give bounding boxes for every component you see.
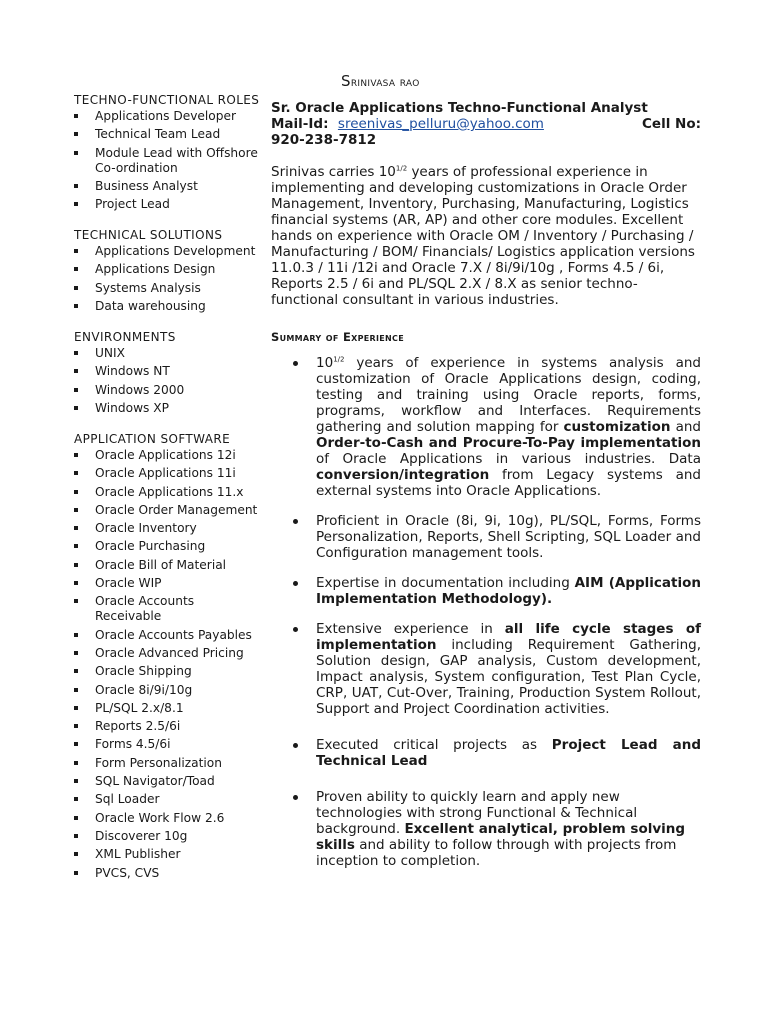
phone-number: 920-238-7812 <box>271 132 377 148</box>
square-bullet-icon <box>74 304 78 308</box>
sidebar-list-item <box>74 646 264 661</box>
sidebar-item-label: Oracle Work Flow 2.6 <box>95 810 225 825</box>
sidebar-item-label: Oracle Bill of Material <box>95 557 227 572</box>
sidebar-item-label: Oracle Accounts Payables <box>95 627 252 642</box>
square-bullet-icon <box>74 351 78 355</box>
job-title: Sr. Oracle Applications Techno-Functional Analyst <box>271 100 648 116</box>
sidebar-item-label: Oracle Advanced Pricing <box>95 645 244 660</box>
sidebar-list-item <box>74 847 264 862</box>
square-bullet-icon <box>74 132 78 136</box>
bullet-icon <box>293 795 298 800</box>
sidebar-item-label: Form Personalization <box>95 755 222 770</box>
sidebar-list-item <box>74 756 264 771</box>
contact-line <box>271 116 701 132</box>
sidebar-item-label: Windows XP <box>95 400 169 415</box>
square-bullet-icon <box>74 669 78 673</box>
cell-label: Cell No: <box>642 116 701 132</box>
bullet-icon <box>293 361 298 366</box>
sidebar-list-item <box>74 539 264 554</box>
sidebar-section-heading: TECHNICAL SOLUTIONS <box>74 228 223 243</box>
sidebar-list-item <box>74 683 264 698</box>
bullet-icon <box>293 743 298 748</box>
square-bullet-icon <box>74 267 78 271</box>
square-bullet-icon <box>74 852 78 856</box>
square-bullet-icon <box>74 114 78 118</box>
experience-item: Expertise in documentation including AIM (Application Implementation Methodology). <box>271 575 701 607</box>
square-bullet-icon <box>74 834 78 838</box>
sidebar-item-label: Forms 4.5/6i <box>95 737 171 752</box>
square-bullet-icon <box>74 490 78 494</box>
bullet-icon <box>293 627 298 632</box>
square-bullet-icon <box>74 581 78 585</box>
sidebar-list-item <box>74 346 264 361</box>
sidebar-item-label: Oracle Order Management <box>95 502 258 517</box>
sidebar-list-item <box>74 701 264 716</box>
sidebar-item-label: Applications Design <box>95 262 216 277</box>
sidebar-list-item <box>74 576 264 591</box>
sidebar-list-item <box>74 146 264 176</box>
sidebar-list <box>74 346 264 416</box>
square-bullet-icon <box>74 742 78 746</box>
experience-heading: Summary of Experience <box>271 330 404 344</box>
sidebar-item-label: Discoverer 10g <box>95 828 188 843</box>
sidebar-list-item <box>74 401 264 416</box>
sidebar-item-label: Applications Developer <box>95 109 237 123</box>
sidebar-item-label: Applications Development <box>95 244 256 259</box>
candidate-name: Srinivasa rao <box>341 72 420 90</box>
square-bullet-icon <box>74 406 78 410</box>
square-bullet-icon <box>74 286 78 290</box>
sidebar-item-label: Oracle Applications 12i <box>95 447 236 462</box>
square-bullet-icon <box>74 471 78 475</box>
square-bullet-icon <box>74 651 78 655</box>
experience-item: $10^{1/2}$ years of experience in systems analysis and customization of Oracle Applications design, coding, testing and training using Oracle reports, forms, programs, workflow and Interfaces. Requirements gathering and solution mapping for customization and Order-to-Cash and Procure-To-Pay implementation of Oracle Applications in various industries. Data conversion/integration from Legacy systems and external systems into Oracle Applications. <box>271 355 701 499</box>
sidebar-item-label: Oracle WIP <box>95 576 162 591</box>
square-bullet-icon <box>74 563 78 567</box>
square-bullet-icon <box>74 151 78 155</box>
square-bullet-icon <box>74 706 78 710</box>
sidebar-item-label: Systems Analysis <box>95 280 201 295</box>
sidebar-list <box>74 448 264 881</box>
square-bullet-icon <box>74 453 78 457</box>
main-content <box>271 100 701 883</box>
sidebar-item-label: Sql Loader <box>95 792 160 807</box>
sidebar-list <box>74 244 264 314</box>
sidebar-item-label: UNIX <box>95 346 125 361</box>
square-bullet-icon <box>74 249 78 253</box>
sidebar-item-label: Technical Team Lead <box>95 127 221 142</box>
sidebar-list-item <box>74 466 264 481</box>
sidebar-list-item <box>74 179 264 194</box>
sidebar-item-label: PVCS, CVS <box>95 865 160 880</box>
sidebar-list-item <box>74 866 264 881</box>
sidebar-list-item <box>74 628 264 643</box>
sidebar-section-heading: APPLICATION SOFTWARE <box>74 431 231 446</box>
sidebar-section-heading: TECHNO-FUNCTIONAL ROLES <box>74 93 260 107</box>
square-bullet-icon <box>74 779 78 783</box>
sidebar-list-item <box>74 262 264 277</box>
bullet-icon <box>293 519 298 524</box>
square-bullet-icon <box>74 724 78 728</box>
square-bullet-icon <box>74 871 78 875</box>
sidebar-item-label: Windows NT <box>95 364 170 379</box>
sidebar-section-heading: ENVIRONMENTS <box>74 330 176 345</box>
sidebar-list-item <box>74 792 264 807</box>
square-bullet-icon <box>74 202 78 206</box>
square-bullet-icon <box>74 369 78 373</box>
sidebar-list-item <box>74 127 264 142</box>
sidebar-list-item <box>74 364 264 379</box>
square-bullet-icon <box>74 526 78 530</box>
experience-item: Proficient in Oracle (8i, 9i, 10g), PL/SQL, Forms, Forms Personalization, Reports, Shell Scripting, SQL Loader and Configuration management tools. <box>271 513 701 561</box>
sidebar-list-item <box>74 299 264 314</box>
mail-label: Mail-Id: <box>271 116 329 132</box>
sidebar-list-item <box>74 448 264 463</box>
sidebar-list-item <box>74 774 264 789</box>
sidebar-list-item <box>74 485 264 500</box>
sidebar-item-label: SQL Navigator/Toad <box>95 774 215 789</box>
sidebar-list-item <box>74 244 264 259</box>
experience-item: Proven ability to quickly learn and apply new technologies with strong Functional & Technical background. Excellent analytical, problem solving skills and ability to follow through with projects from inception to completion. <box>271 789 701 869</box>
sidebar-item-label: XML Publisher <box>95 847 181 862</box>
sidebar-list-item <box>74 719 264 734</box>
sidebar-list-item <box>74 109 264 124</box>
square-bullet-icon <box>74 599 78 603</box>
sidebar-list-item <box>74 281 264 296</box>
sidebar-item-label: Oracle Applications 11.x <box>95 484 244 499</box>
sidebar-item-label: Project Lead <box>95 197 170 212</box>
bullet-icon <box>293 581 298 586</box>
sidebar-item-label: Data warehousing <box>95 299 206 314</box>
square-bullet-icon <box>74 633 78 637</box>
square-bullet-icon <box>74 761 78 765</box>
sidebar-list-item <box>74 197 264 212</box>
sidebar-item-label: Oracle Purchasing <box>95 539 206 554</box>
sidebar-list-item <box>74 503 264 518</box>
square-bullet-icon <box>74 184 78 188</box>
sidebar-item-label: Oracle Accounts Receivable <box>95 594 195 624</box>
sidebar-list-item <box>74 829 264 844</box>
sidebar-list <box>74 109 264 212</box>
sidebar-item-label: Business Analyst <box>95 178 198 193</box>
profile-summary: Srinivas carries $10^{1/2}$ years of professional experience in implementing and developing customizations in Oracle Order Management, Inventory, Purchasing, Manufacturing, Logistics financial systems (AR, AP) and other core modules. Excellent hands on experience with Oracle OM / Inventory / Purchasing / Manufacturing / BOM/ Financials/ Logistics application versions 11.0.3 / 11i /12i and Oracle 7.X / 8i/9i/10g , Forms 4.5 / 6i, Reports 2.5 / 6i and PL/SQL 2.X / 8.X as senior techno-functional consultant in various industries. <box>271 164 695 308</box>
square-bullet-icon <box>74 388 78 392</box>
sidebar-item-label: Oracle Shipping <box>95 664 192 679</box>
sidebar-list-item <box>74 664 264 679</box>
sidebar-list-item <box>74 811 264 826</box>
square-bullet-icon <box>74 816 78 820</box>
sidebar-item-label: Reports 2.5/6i <box>95 719 181 734</box>
square-bullet-icon <box>74 688 78 692</box>
sidebar-list-item <box>74 594 264 624</box>
square-bullet-icon <box>74 508 78 512</box>
sidebar-list-item <box>74 521 264 536</box>
email-link[interactable]: sreenivas_pelluru@yahoo.com <box>337 116 544 132</box>
square-bullet-icon <box>74 544 78 548</box>
experience-list <box>271 355 701 869</box>
square-bullet-icon <box>74 797 78 801</box>
sidebar-list-item <box>74 558 264 573</box>
sidebar-item-label: Module Lead with Offshore Co-ordination <box>95 145 258 175</box>
sidebar-list-item <box>74 383 264 398</box>
sidebar-item-label: Windows 2000 <box>95 382 185 397</box>
sidebar-item-label: Oracle Applications 11i <box>95 466 236 481</box>
sidebar <box>74 93 264 897</box>
experience-item: Executed critical projects as Project Lead and Technical Lead <box>271 737 701 769</box>
sidebar-item-label: Oracle 8i/9i/10g <box>95 682 193 697</box>
sidebar-item-label: Oracle Inventory <box>95 521 197 536</box>
experience-item: Extensive experience in all life cycle stages of implementation including Requirement Gathering, Solution design, GAP analysis, Custom development, Impact analysis, System configuration, Test Plan Cycle, CRP, UAT, Cut-Over, Training, Production System Rollout, Support and Project Coordination activities. <box>271 621 701 717</box>
sidebar-item-label: PL/SQL 2.x/8.1 <box>95 700 184 715</box>
sidebar-list-item <box>74 737 264 752</box>
